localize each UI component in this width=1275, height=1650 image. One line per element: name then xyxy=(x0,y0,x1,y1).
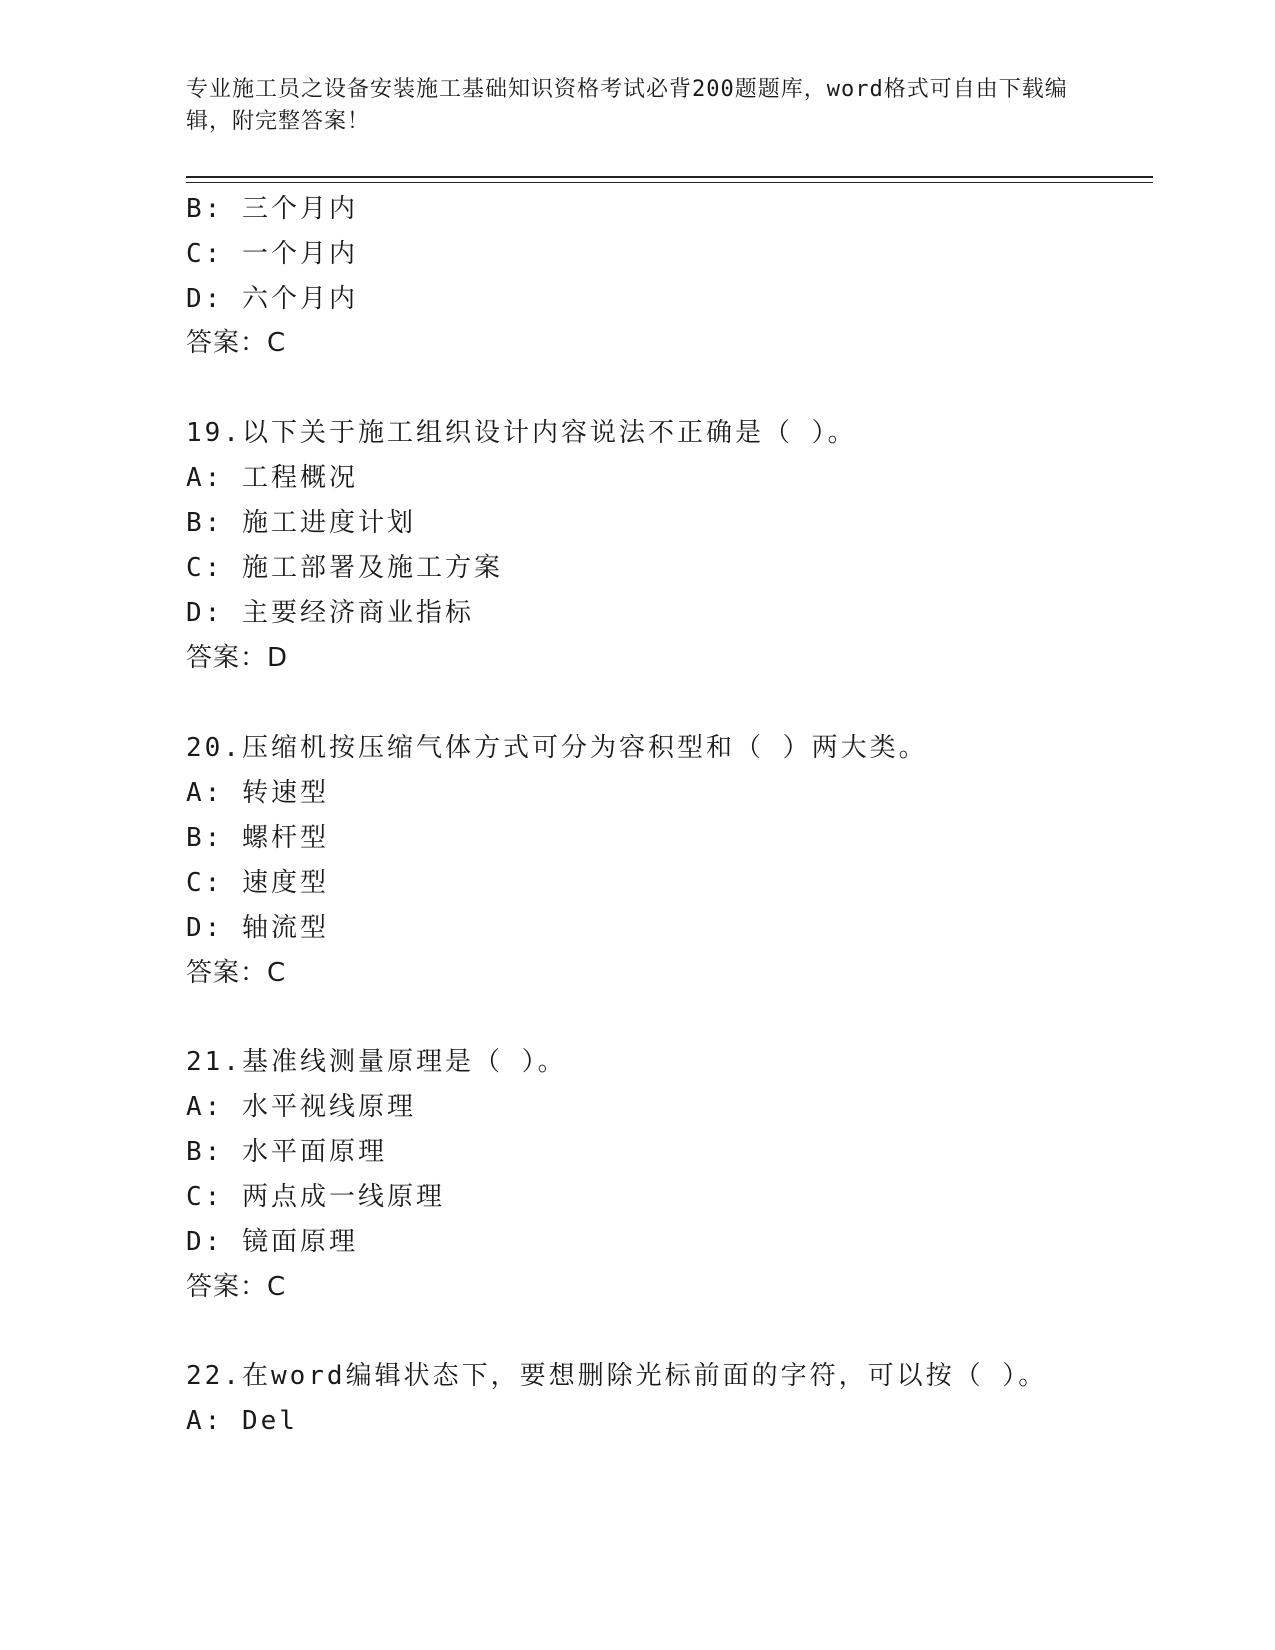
option-c: C: 速度型 xyxy=(186,868,329,898)
document-header: 专业施工员之设备安装施工基础知识资格考试必背200题题库，word格式可自由下载编辑，附完整答案！ xyxy=(186,77,1068,134)
option-b: B: 施工进度计划 xyxy=(186,508,416,538)
question-stem: 22.在word编辑状态下，要想删除光标前面的字符，可以按（ ）。 xyxy=(186,1361,1048,1391)
answer: 答案：C xyxy=(186,1272,287,1302)
option-a: A: 水平视线原理 xyxy=(186,1092,416,1122)
option-a: A: 转速型 xyxy=(186,778,329,808)
option-b: B: 螺杆型 xyxy=(186,823,329,853)
option-a: A: Del xyxy=(186,1406,298,1436)
answer: 答案：C xyxy=(186,328,287,358)
header-divider-thick xyxy=(186,176,1153,178)
answer: 答案：C xyxy=(186,958,287,988)
option-d: D: 主要经济商业指标 xyxy=(186,598,474,628)
question-stem: 20.压缩机按压缩气体方式可分为容积型和（ ）两大类。 xyxy=(186,733,928,763)
option-b: B: 水平面原理 xyxy=(186,1137,387,1167)
option-c: C: 施工部署及施工方案 xyxy=(186,553,503,583)
option-a: A: 工程概况 xyxy=(186,463,358,493)
question-stem: 19.以下关于施工组织设计内容说法不正确是（ ）。 xyxy=(186,418,857,448)
option-c: C: 两点成一线原理 xyxy=(186,1182,445,1212)
option-d: D: 六个月内 xyxy=(186,284,358,314)
question-stem: 21.基准线测量原理是（ ）。 xyxy=(186,1047,567,1077)
answer: 答案：D xyxy=(186,643,289,673)
option-d: D: 轴流型 xyxy=(186,913,329,943)
option-c: C: 一个月内 xyxy=(186,239,358,269)
header-divider-thin xyxy=(186,182,1153,183)
option-b: B: 三个月内 xyxy=(186,194,358,224)
option-d: D: 镜面原理 xyxy=(186,1227,358,1257)
